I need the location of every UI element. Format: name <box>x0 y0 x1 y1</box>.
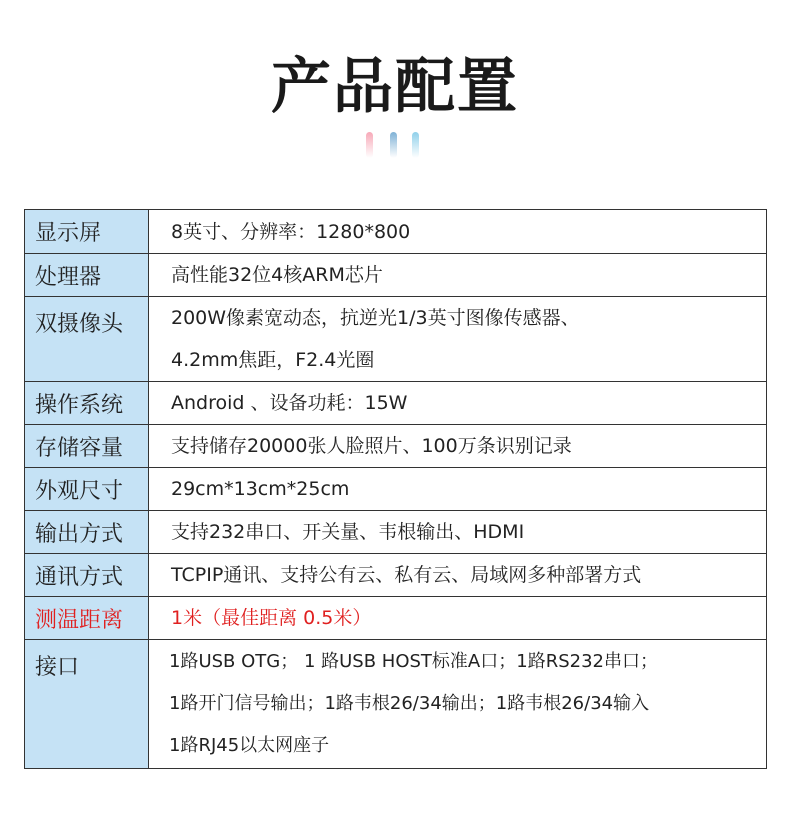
spec-key: 存储容量 <box>25 425 149 468</box>
spec-line: 4.2mm焦距，F2.4光圈 <box>171 349 375 371</box>
spec-key: 处理器 <box>25 254 149 297</box>
spec-line: 1路USB OTG； 1 路USB HOST标准A口；1路RS232串口； <box>169 651 658 672</box>
spec-value <box>149 254 767 297</box>
decorative-bars <box>366 132 426 160</box>
spec-line: 1路RJ45以太网座子 <box>169 735 330 756</box>
spec-value <box>149 554 767 597</box>
spec-line: 8英寸、分辨率：1280*800 <box>171 220 411 243</box>
table-row <box>25 210 767 254</box>
spec-value-highlight <box>149 597 767 640</box>
spec-value <box>149 425 767 468</box>
table-row <box>25 382 767 425</box>
spec-value <box>149 640 767 769</box>
spec-key: 外观尺寸 <box>25 468 149 511</box>
spec-value <box>149 468 767 511</box>
spec-key: 输出方式 <box>25 511 149 554</box>
spec-line: 支持232串口、开关量、韦根输出、HDMI <box>171 521 525 543</box>
spec-table <box>24 209 767 769</box>
spec-line: Android 、设备功耗：15W <box>171 392 408 414</box>
table-row <box>25 425 767 468</box>
table-row <box>25 297 767 382</box>
spec-key: 操作系统 <box>25 382 149 425</box>
spec-line: 支持储存20000张人脸照片、100万条识别记录 <box>171 435 572 457</box>
spec-line: 29cm*13cm*25cm <box>171 478 350 500</box>
spec-line: TCPIP通讯、支持公有云、私有云、局域网多种部署方式 <box>171 564 642 586</box>
accent-bar-blue <box>390 132 397 158</box>
spec-value <box>149 511 767 554</box>
spec-line: 高性能32位4核ARM芯片 <box>171 264 383 286</box>
page-title: 产品配置 <box>271 52 519 122</box>
spec-key: 通讯方式 <box>25 554 149 597</box>
spec-key: 双摄像头 <box>25 297 149 382</box>
accent-bar-pink <box>366 132 373 158</box>
spec-value <box>149 210 767 254</box>
accent-bar-light-blue <box>412 132 419 158</box>
table-row <box>25 254 767 297</box>
table-row <box>25 511 767 554</box>
spec-line: 1米（最佳距离 0.5米） <box>171 607 372 629</box>
table-row <box>25 640 767 769</box>
spec-value <box>149 297 767 382</box>
spec-value <box>149 382 767 425</box>
spec-line: 1路开门信号输出；1路韦根26/34输出；1路韦根26/34输入 <box>169 693 650 714</box>
table-row <box>25 554 767 597</box>
spec-key-highlight: 测温距离 <box>25 597 149 640</box>
table-row <box>25 597 767 640</box>
spec-line: 200W像素宽动态，抗逆光1/3英寸图像传感器、 <box>171 307 580 329</box>
spec-key: 接口 <box>25 640 149 769</box>
table-row <box>25 468 767 511</box>
spec-key: 显示屏 <box>25 210 149 254</box>
